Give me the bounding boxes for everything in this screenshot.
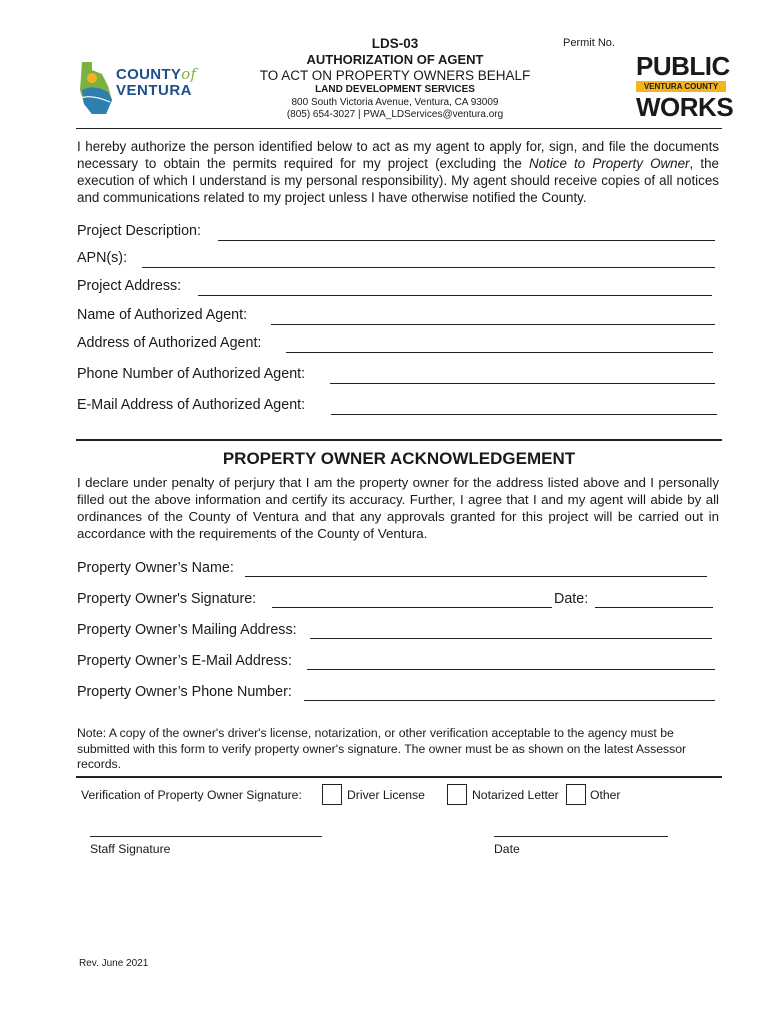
agent-address-field[interactable] — [286, 352, 713, 353]
county-logo-line2: VENTURA — [116, 82, 193, 99]
owner-email-field[interactable] — [307, 669, 715, 670]
department-address: 800 South Victoria Avenue, Ventura, CA 93009 — [291, 97, 499, 108]
owner-signature-field[interactable] — [272, 607, 552, 608]
owner-declaration: I declare under penalty of perjury that I am the property owner for the address listed above and I personally filled out the above information and certify its accuracy. Further, I agree that I and my agent will abide by all ordinances of the County of Ventura and that any approvals granted for this project will be carried out in accordance with the requirements of the County of Ventura. — [77, 475, 719, 541]
authorization-statement: I hereby authorize the person identified below to act as my agent to apply for, sign, and file the documents necessary to obtain the permits required for my project (excluding the Notice to Property Owner, the execution of which I understand is my personal responsibility). My agent should receive copies of all notices and communications related to my project unless I have otherwise notified the County. — [77, 139, 719, 205]
note-divider — [76, 776, 722, 778]
form-code: LDS-03 — [371, 36, 419, 51]
apn-field[interactable] — [142, 267, 715, 268]
agent-email-label: E-Mail Address of Authorized Agent: — [77, 397, 306, 413]
notarized-letter-checkbox[interactable] — [447, 784, 467, 805]
department-name: LAND DEVELOPMENT SERVICES — [315, 84, 475, 95]
other-label: Other — [590, 788, 621, 802]
driver-license-checkbox[interactable] — [322, 784, 342, 805]
county-logo-line1: COUNTY — [116, 66, 182, 83]
agent-name-field[interactable] — [271, 324, 715, 325]
driver-license-label: Driver License — [347, 788, 425, 802]
public-works-line1: PUBLIC — [636, 51, 730, 81]
project-address-field[interactable] — [198, 295, 712, 296]
notice-to-property-owner-phrase: Notice to Property Owner — [528, 156, 690, 171]
other-checkbox[interactable] — [566, 784, 586, 805]
public-works-line2: WORKS — [636, 92, 734, 122]
owner-phone-field[interactable] — [304, 700, 715, 701]
county-logo-script: of — [181, 65, 197, 83]
department-contact: (805) 654-3027 | PWA_LDServices@ventura.org — [286, 109, 504, 120]
county-of-ventura-logo — [78, 60, 198, 118]
staff-signature-label: Staff Signature — [90, 842, 171, 856]
owner-name-field[interactable] — [245, 576, 707, 577]
agent-name-label: Name of Authorized Agent: — [77, 307, 248, 323]
owner-acknowledgement-heading: PROPERTY OWNER ACKNOWLEDGEMENT — [222, 449, 576, 468]
staff-signature-line[interactable] — [90, 836, 322, 837]
owner-signature-label: Property Owner's Signature: — [77, 591, 257, 607]
header-divider — [76, 128, 722, 129]
permit-number-label: Permit No. — [563, 37, 615, 49]
verification-label: Verification of Property Owner Signature: — [81, 788, 302, 802]
owner-mailing-address-label: Property Owner’s Mailing Address: — [77, 622, 297, 638]
owner-phone-label: Property Owner’s Phone Number: — [77, 684, 292, 700]
revision-date: Rev. June 2021 — [79, 958, 149, 969]
public-works-band: VENTURA COUNTY — [636, 81, 726, 92]
project-description-field[interactable] — [218, 240, 715, 241]
owner-mailing-address-field[interactable] — [310, 638, 712, 639]
staff-date-label: Date — [494, 842, 520, 856]
staff-date-line[interactable] — [494, 836, 668, 837]
agent-email-field[interactable] — [331, 414, 717, 415]
notarized-letter-label: Notarized Letter — [472, 788, 559, 802]
agent-address-label: Address of Authorized Agent: — [77, 335, 262, 351]
verification-note: Note: A copy of the owner's driver's license, notarization, or other verification acceptable to the agency must be submitted with this form to verify property owner's signature. The owner must be as shown on the latest Assessor records. — [77, 726, 687, 771]
public-works-logo — [636, 51, 734, 124]
apn-label: APN(s): — [77, 250, 128, 266]
owner-date-label: Date: — [554, 591, 589, 607]
form-subtitle: TO ACT ON PROPERTY OWNERS BEHALF — [259, 68, 531, 83]
owner-email-label: Property Owner’s E-Mail Address: — [77, 653, 292, 669]
project-description-label: Project Description: — [77, 223, 201, 239]
project-address-label: Project Address: — [77, 278, 182, 294]
owner-name-label: Property Owner’s Name: — [77, 560, 234, 576]
agent-phone-field[interactable] — [330, 383, 715, 384]
form-title: AUTHORIZATION OF AGENT — [306, 52, 484, 67]
agent-phone-label: Phone Number of Authorized Agent: — [77, 366, 306, 382]
section-divider — [76, 439, 722, 441]
owner-date-field[interactable] — [595, 607, 713, 608]
